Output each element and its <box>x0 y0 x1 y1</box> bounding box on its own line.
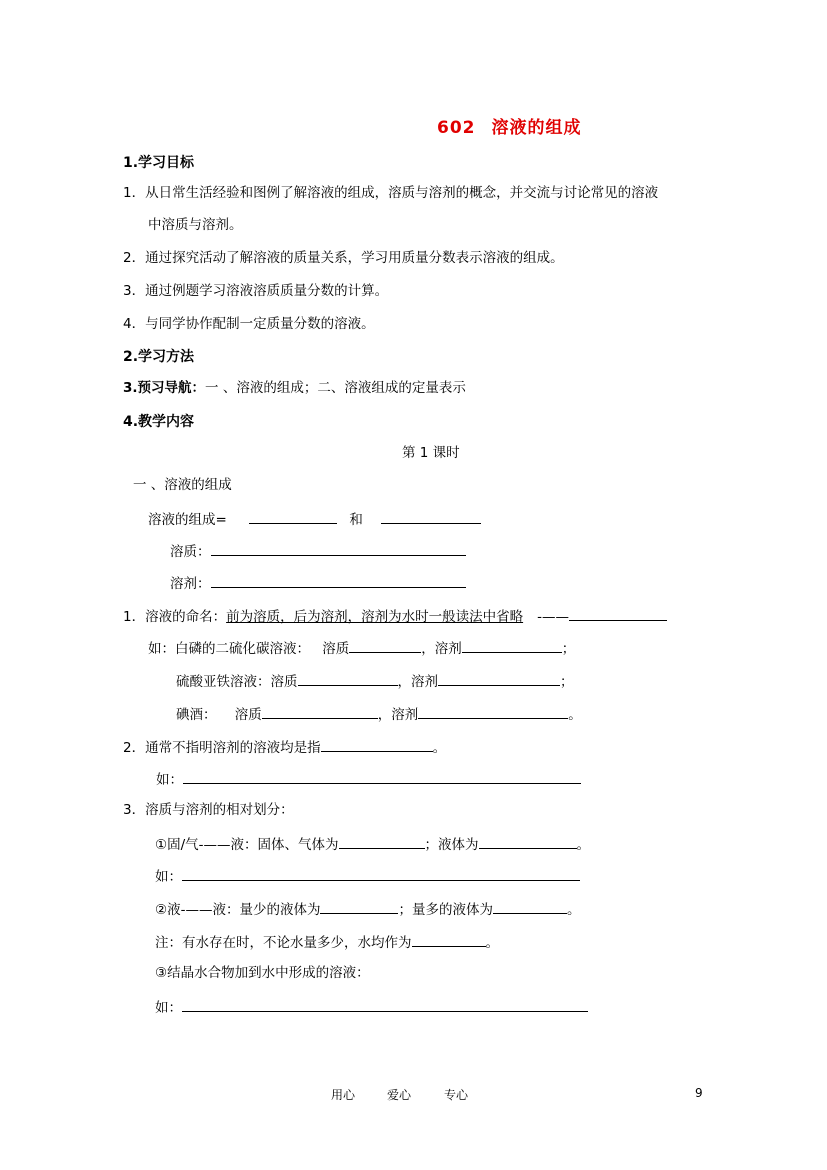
point3-case2 <box>155 899 580 919</box>
naming-rule: 前为溶质，后为溶剂，溶剂为水时一般读法中省略 <box>226 609 524 625</box>
title-number: 602 <box>437 118 476 138</box>
ex2-solute-blank[interactable] <box>298 671 398 686</box>
point2-ex-label: 如： <box>156 772 183 788</box>
point3-example-1 <box>155 866 580 886</box>
solvent-label: 溶剂： <box>170 576 211 592</box>
composition-line <box>148 509 481 529</box>
objective-2: 2．通过探究活动了解溶液的质量关系，学习用质量分数表示溶液的组成。 <box>123 250 564 266</box>
ex2-solute-label: 溶质 <box>270 674 298 690</box>
section-content-heading: 4.教学内容 <box>123 414 195 430</box>
ex3-solute-label: 溶质 <box>234 707 262 723</box>
naming-lead: 1．溶液的命名： <box>123 609 227 625</box>
ex3-solvent-blank[interactable] <box>418 704 568 719</box>
case2-blank-2[interactable] <box>493 899 567 914</box>
case1-ex-label: 如： <box>155 869 182 885</box>
ex3-period: 。 <box>568 707 582 723</box>
ex2-semi: ； <box>560 674 574 690</box>
naming-dash: -—— <box>537 609 569 625</box>
ex1-solvent-label: ，溶剂 <box>421 641 462 657</box>
section-method-heading: 2.学习方法 <box>123 349 195 365</box>
note-text: 注：有水存在时，不论水量多少，水均作为 <box>155 935 412 951</box>
ex3-solute-blank[interactable] <box>262 704 378 719</box>
case1-blank-2[interactable] <box>479 834 577 849</box>
section-preview-label: 3.预习导航： <box>123 380 206 396</box>
case1-blank-1[interactable] <box>339 834 425 849</box>
solute-line <box>170 541 466 561</box>
objective-1b: 中溶质与溶剂。 <box>148 217 243 233</box>
point2-text: 2．通常不指明溶剂的溶液均是指 <box>123 740 321 756</box>
case2-b: ；量多的液体为 <box>398 902 493 918</box>
composition-label: 溶液的组成= <box>148 512 227 528</box>
ex1-solvent-blank[interactable] <box>462 638 562 653</box>
point2-line <box>123 737 446 757</box>
case3-ex-label: 如： <box>155 1000 182 1016</box>
ex1-name: 白磷的二硫化碳溶液： <box>175 641 310 657</box>
footer-motto-3: 专心 <box>444 1088 469 1102</box>
naming-line <box>123 606 667 626</box>
part1-heading: 一 、溶液的组成 <box>133 477 232 493</box>
lesson-period: 第 1 课时 <box>402 445 460 461</box>
point3-case3: ③结晶水合物加到水中形成的溶液： <box>155 965 370 981</box>
ex1-semi: ； <box>561 641 576 657</box>
point3-note <box>155 932 499 952</box>
page-title <box>437 113 582 138</box>
ex1-solute-label: 溶质 <box>322 641 350 657</box>
point2-blank[interactable] <box>321 737 433 752</box>
point2-ex-blank[interactable] <box>183 769 581 784</box>
ex2-name: 硫酸亚铁溶液： <box>176 674 271 690</box>
point2-end: 。 <box>432 740 447 756</box>
solvent-blank[interactable] <box>211 573 466 588</box>
ex1-solute-blank[interactable] <box>349 638 421 653</box>
case2-a: ②液-——液：量少的液体为 <box>155 902 321 918</box>
composition-and: 和 <box>349 512 363 528</box>
ex2-solvent-blank[interactable] <box>438 671 560 686</box>
objective-4: 4．与同学协作配制一定质量分数的溶液。 <box>123 316 375 332</box>
ex3-solvent-label: ，溶剂 <box>377 707 419 723</box>
note-blank[interactable] <box>412 932 486 947</box>
solute-blank[interactable] <box>211 541 466 556</box>
case3-ex-blank[interactable] <box>182 997 588 1012</box>
title-text: 溶液的组成 <box>491 118 582 138</box>
footer-motto-1: 用心 <box>331 1088 356 1102</box>
composition-blank-1[interactable] <box>249 509 337 524</box>
case2-end: 。 <box>566 902 581 918</box>
solute-label: 溶质： <box>170 544 211 560</box>
naming-example-3 <box>176 704 582 724</box>
naming-ex-label: 如： <box>148 641 175 657</box>
naming-example-2 <box>176 671 574 691</box>
point3-case1 <box>155 834 590 854</box>
point3-heading: 3．溶质与溶剂的相对划分： <box>123 802 294 818</box>
objective-3: 3．通过例题学习溶液溶质质量分数的计算。 <box>123 283 389 299</box>
case1-a: ①固/气-——液：固体、气体为 <box>155 837 339 853</box>
ex2-solvent-label: ，溶剂 <box>397 674 438 690</box>
section-objectives-heading: 1.学习目标 <box>123 155 195 171</box>
point3-example-3 <box>155 997 588 1017</box>
case2-blank-1[interactable] <box>320 899 398 914</box>
case1-end: 。 <box>576 837 591 853</box>
objective-1a: 1．从日常生活经验和图例了解溶液的组成，溶质与溶剂的概念，并交流与讨论常见的溶液 <box>123 185 659 201</box>
section-preview <box>123 379 466 397</box>
page-number: 9 <box>695 1086 703 1100</box>
section-preview-text: 一 、溶液的组成；二、溶液组成的定量表示 <box>205 380 466 396</box>
naming-example-1 <box>148 638 575 658</box>
solvent-line <box>170 573 466 593</box>
case1-b: ；液体为 <box>424 837 479 853</box>
note-end: 。 <box>485 935 499 951</box>
case1-ex-blank[interactable] <box>182 866 580 881</box>
naming-blank[interactable] <box>569 606 667 621</box>
footer-motto-2: 爱心 <box>387 1088 412 1102</box>
point2-example <box>156 769 581 789</box>
composition-blank-2[interactable] <box>381 509 481 524</box>
ex3-name: 碘酒： <box>176 707 217 723</box>
